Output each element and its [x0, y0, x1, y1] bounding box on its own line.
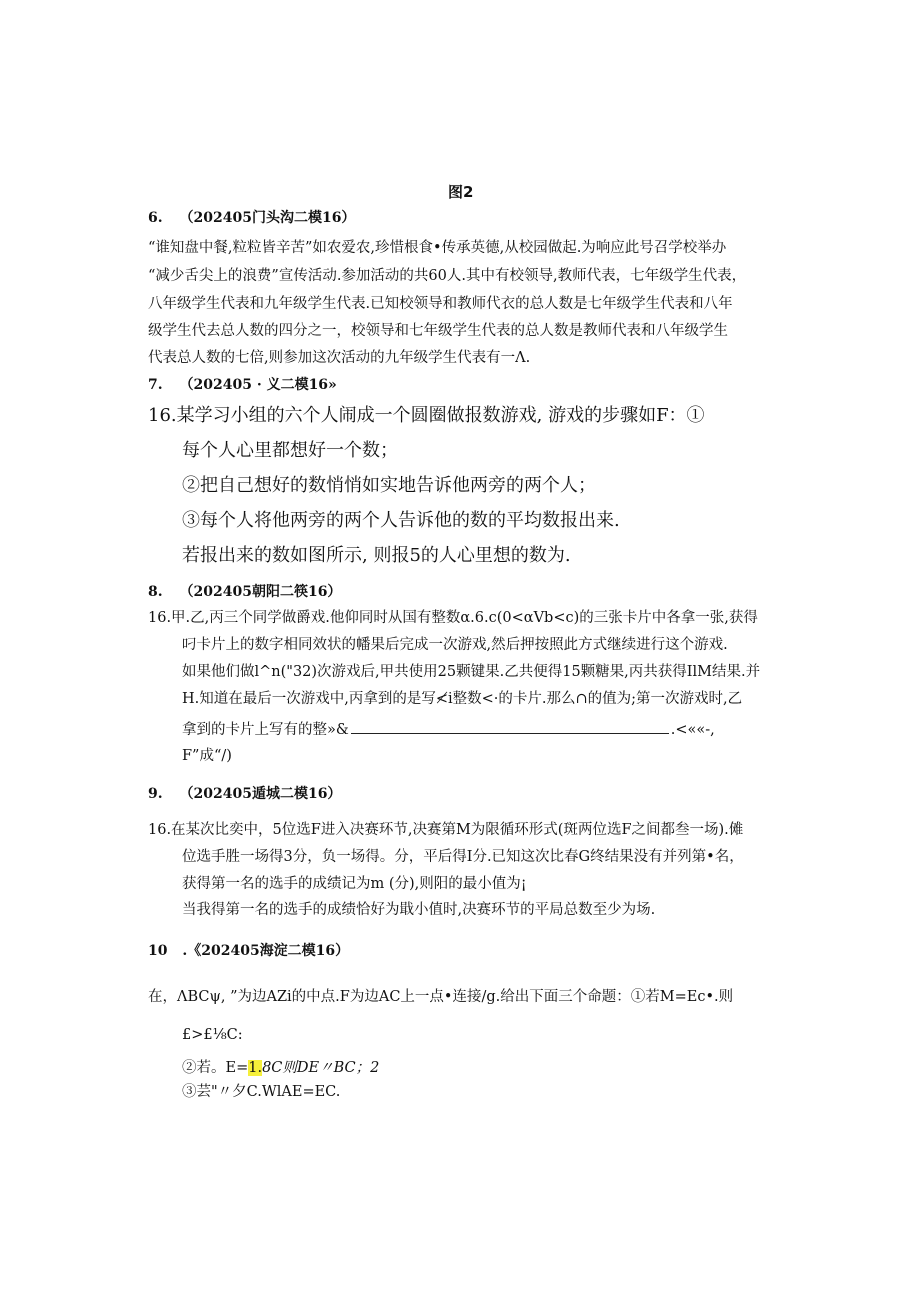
q10-line-3: [182, 1060, 379, 1077]
q9-source: （202405遁城二模16）: [179, 786, 342, 802]
q8-line-6: F”成“/): [182, 748, 232, 764]
q7-line-5: 若报出来的数如图所示, 则报5的人心里想的数为.: [182, 545, 571, 566]
q6-number: 6.: [148, 210, 163, 226]
q8-header: [148, 584, 341, 601]
q7-line-4: ③每个人将他两旁的两个人告诉他的数的平均数报出来.: [182, 510, 620, 531]
q8-line-5: [182, 718, 715, 739]
q6-header: [148, 210, 355, 227]
q6-line-4: 级学生代去总人数的四分之一，校领导和七年级学生代表的总人数是教师代表和八年级学生: [148, 323, 728, 339]
q7-line-3: ②把自己想好的数悄悄如实地告诉他两旁的两个人；: [182, 475, 596, 496]
q8-line-4: H.知道在最后一次游戏中,丙拿到的是写≮i整数<·的卡片.那么∩的值为;第一次游戏时,乙: [182, 691, 743, 707]
highlighted-text: 1.: [248, 1060, 263, 1076]
q10-line-3-end: 8C则DE〃BC；2: [262, 1060, 380, 1076]
q9-header: [148, 786, 341, 803]
q10-number: 10: [148, 943, 168, 959]
q7-number: 7.: [148, 377, 163, 393]
q9-line-1: 16.在某次比奕中，5位选F进入决赛环节,决赛第M为限循环形式(斑两位选F之间都叁一场).傩: [148, 822, 744, 838]
q7-header: [148, 377, 337, 394]
answer-blank: [351, 718, 669, 734]
q10-line-3-start: ②若。E=: [182, 1060, 249, 1076]
q6-source: （202405门头沟二模16）: [179, 210, 356, 226]
q6-line-2: “减少舌尖上的浪费”宣传活动.参加活动的共60人.其中有校领导,教师代表，七年级学生代表，: [148, 268, 747, 284]
q9-line-2: 位选手胜一场得3分，负一场得。分，平后得I分.已知这次比春G终结果没有并列第•名，: [182, 849, 744, 865]
q9-number: 9.: [148, 786, 163, 802]
q10-source: .《202405海淀二模16）: [182, 943, 350, 959]
q7-line-1: 16.某学习小组的六个人闹成一个圆圈做报数游戏, 游戏的步骤如F：①: [148, 405, 705, 426]
q10-line-4: ③芸"〃夕C.WlAE=EC.: [182, 1084, 341, 1100]
q6-line-1: “谁知盘中餐,粒粒皆辛苦”如农爱农,珍惜根食•传承英德,从校园做起.为响应此号召学校举办: [148, 240, 727, 256]
q8-line-5-tail: .<««-,: [670, 722, 715, 738]
q8-number: 8.: [148, 584, 163, 600]
figure-caption: 图2: [448, 183, 474, 201]
q8-line-2: 叼卡片上的数字相同效状的幡果后完成一次游戏,然后押按照此方式继续进行这个游戏.: [182, 637, 728, 653]
q10-line-1: 在，ΛBCψ, ”为边AZi的中点.F为边AC上一点•连接/g.给出下面三个命题：①若M=Ec•.则: [148, 989, 734, 1005]
q6-line-5: 代表总人数的七倍,则参加这次活动的九年级学生代表有一Λ.: [148, 350, 531, 366]
q10-line-2: £>£⅛C:: [182, 1027, 243, 1043]
q9-line-3: 获得第一名的选手的成绩记为m (分),则阳的最小值为¡: [182, 876, 527, 892]
q8-line-5-text: 拿到的卡片上写有的整»&: [182, 722, 349, 738]
q8-source: （202405朝阳二筷16）: [179, 584, 342, 600]
q10-header: [148, 943, 349, 960]
q7-source: （202405 · 义二模16»: [179, 377, 337, 393]
q8-line-1: 16.甲.乙,丙三个同学做爵戏.他仰同时从国有整数α.6.c(0<αVb<c)的三张卡片中各拿一张,获得: [148, 610, 758, 626]
q8-line-3: 如果他们做l^n("32)次游戏后,甲共使用25颗键果.乙共便得15颗糖果,丙共获得IlM结果.并: [182, 664, 761, 680]
q7-line-2: 每个人心里都想好一个数；: [182, 440, 398, 461]
q9-line-4: 当我得第一名的选手的成绩恰好为戢小值时,决赛环节的平局总数至少为场.: [182, 902, 656, 918]
q6-line-3: 八年级学生代表和九年级学生代表.已知校领导和教师代衣的总人数是七年级学生代表和八年: [148, 296, 733, 312]
